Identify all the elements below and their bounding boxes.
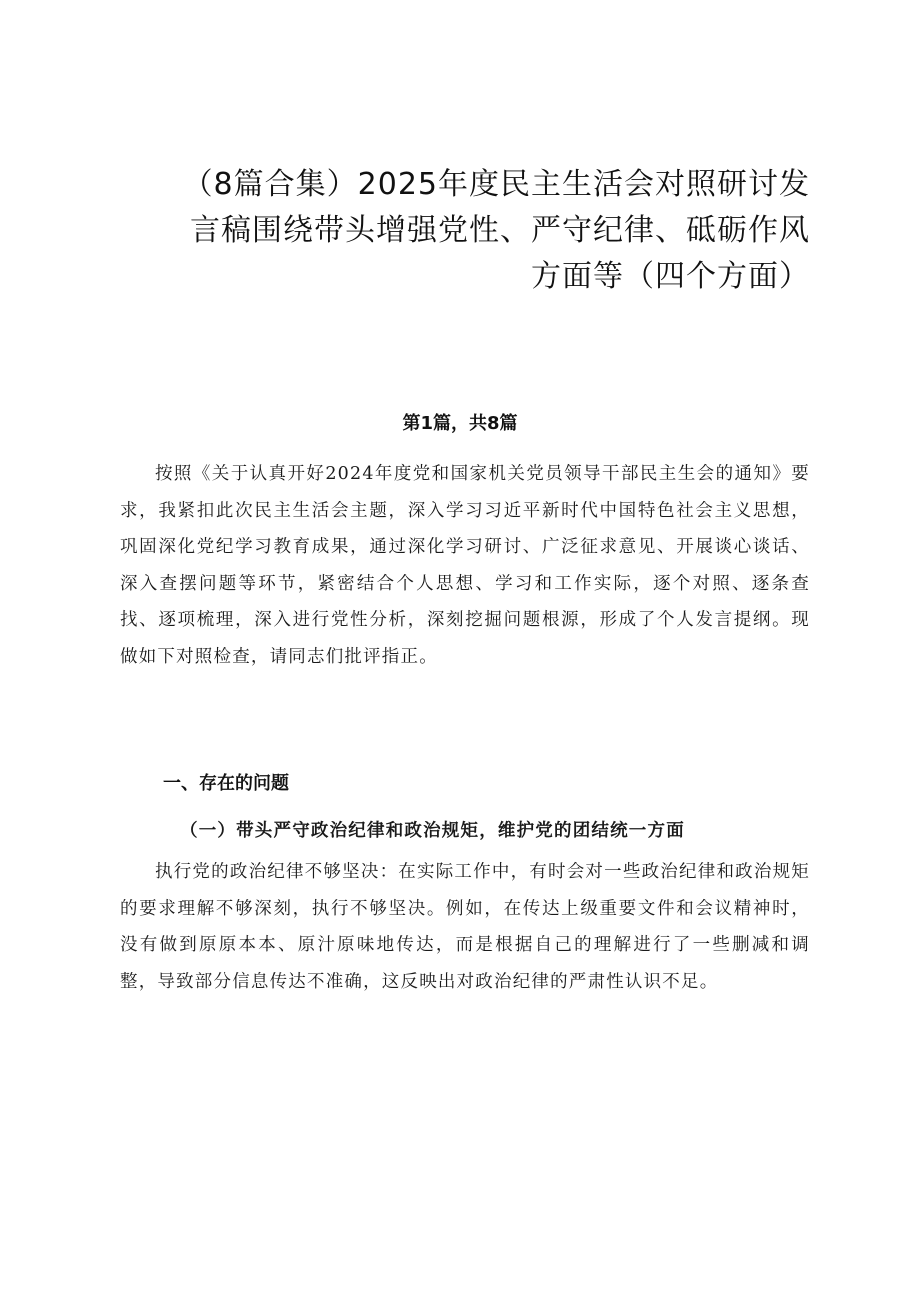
- body-paragraph: 执行党的政治纪律不够坚决：在实际工作中，有时会对一些政治纪律和政治规矩的要求理解不够深刻，执行不够坚决。例如，在传达上级重要文件和会议精神时，没有做到原原本本、原汁原味地传达，而是根据自己的理解进行了一些删减和调整，导致部分信息传达不准确，这反映出对政治纪律的严肃性认识不足。: [120, 862, 810, 992]
- section-heading: 一、存在的问题: [163, 773, 289, 794]
- title-line-3: 方面等（四个方面）: [531, 259, 810, 294]
- intro-paragraph: 按照《关于认真开好2024年度党和国家机关党员领导干部民主生会的通知》要求，我紧扣此次民主生活会主题，深入学习习近平新时代中国特色社会主义思想，巩固深化党纪学习教育成果，通过深化学习研讨、广泛征求意见、开展谈心谈话、深入查摆问题等环节，紧密结合个人思想、学习和工作实际，逐个对照、逐条查找、逐项梳理，深入进行党性分析，深刻挖掘问题根源，形成了个人发言提纲。现做如下对照检查，请同志们批评指正。: [120, 464, 810, 667]
- part-label: 第1篇，共8篇: [402, 413, 518, 434]
- document-title: [110, 162, 810, 300]
- title-line-2: 言稿围绕带头增强党性、严守纪律、砥砺作风: [190, 213, 810, 248]
- subsection-heading: （一）带头严守政治纪律和政治规矩，维护党的团结统一方面: [180, 821, 685, 841]
- title-line-1: （8篇合集）2025年度民主生活会对照研讨发: [182, 167, 810, 202]
